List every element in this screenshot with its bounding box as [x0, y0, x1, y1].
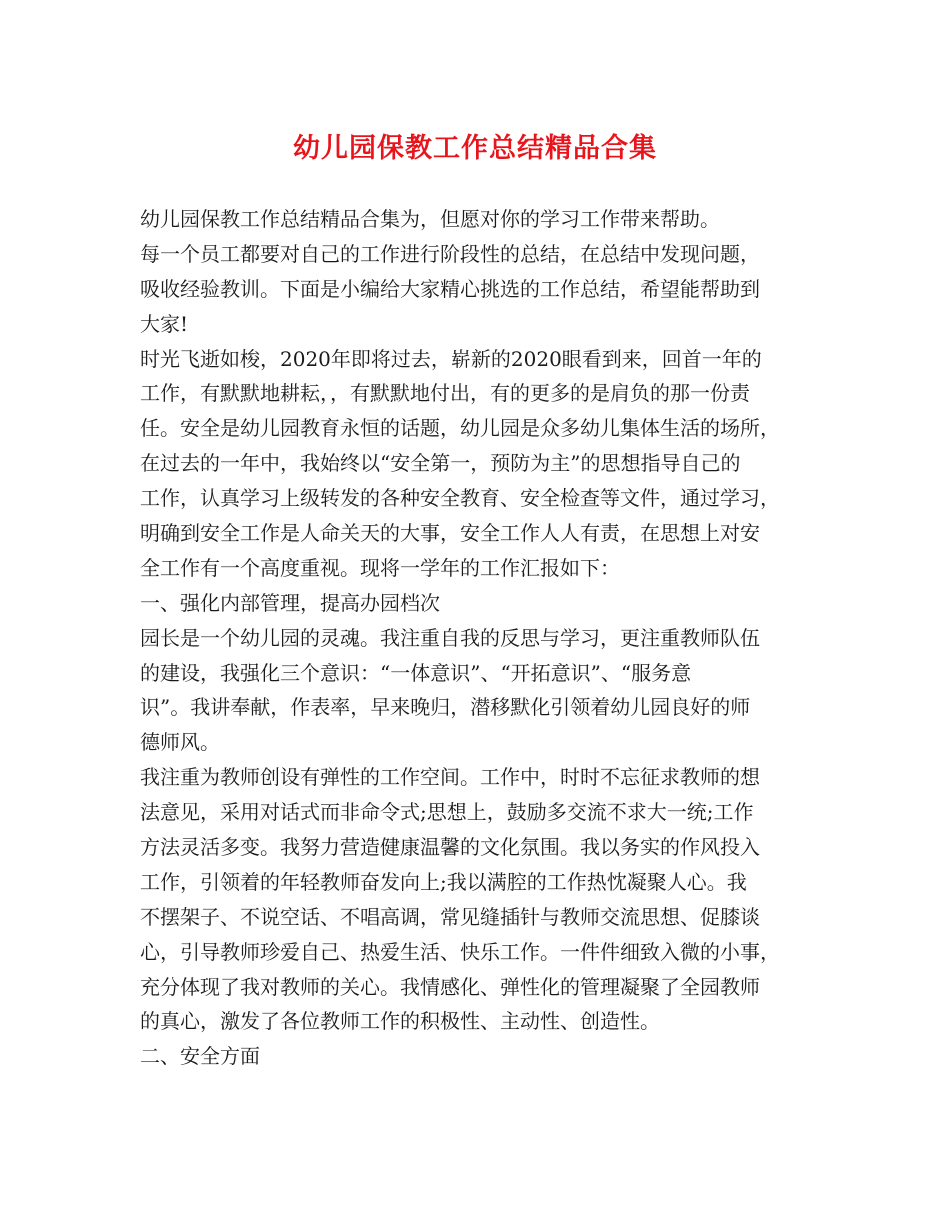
body-line: 方法灵活多变。我努力营造健康温馨的文化氛围。我以务实的作风投入	[140, 835, 760, 860]
body-line: 吸收经验教训。下面是小编给大家精心挑选的工作总结，希望能帮助到	[140, 276, 760, 301]
body-line: 法意见，采用对话式而非命令式;思想上，鼓励多交流不求大一统;工作	[140, 800, 754, 825]
body-line: 德师风。	[140, 730, 220, 755]
body-line: 识”。我讲奉献，作表率，早来晚归，潜移默化引领着幼儿园良好的师	[140, 695, 751, 720]
body-line: 明确到安全工作是人命关天的大事，安全工作人人有责，在思想上对安	[140, 521, 760, 546]
body-line: 幼儿园保教工作总结精品合集为，但愿对你的学习工作带来帮助。	[140, 207, 720, 231]
body-line: 大家!	[140, 311, 189, 336]
body-line: 充分体现了我对教师的关心。我情感化、弹性化的管理凝聚了全园教师	[140, 974, 760, 999]
body-line: 每一个员工都要对自己的工作进行阶段性的总结，在总结中发现问题，	[140, 241, 760, 266]
body-line: 工作，认真学习上级转发的各种安全教育、安全检查等文件，通过学习，	[140, 486, 780, 511]
body-line: 的真心，激发了各位教师工作的积极性、主动性、创造性。	[140, 1009, 660, 1034]
body-line: 任。安全是幼儿园教育永恒的话题，幼儿园是众多幼儿集体生活的场所，	[140, 416, 780, 441]
body-line: 工作，有默默地耕耘，，有默默地付出，有的更多的是肩负的那一份责	[140, 381, 750, 406]
body-line: 工作，引领着的年轻教师奋发向上;我以满腔的工作热忱凝聚人心。我	[140, 869, 747, 894]
body-line: 不摆架子、不说空话、不唱高调，常见缝插针与教师交流思想、促膝谈	[140, 904, 760, 929]
section-heading-1: 一、强化内部管理，提高办园档次	[140, 590, 440, 615]
body-line: 我注重为教师创设有弹性的工作空间。工作中，时时不忘征求教师的想	[140, 765, 760, 790]
body-line: 在过去的一年中，我始终以“安全第一，预防为主”的思想指导自己的	[140, 451, 741, 476]
document-body	[140, 202, 826, 1074]
section-heading-2: 二、安全方面	[140, 1044, 260, 1069]
body-line: 时光飞逝如梭，2020年即将过去，崭新的2020眼看到来，回首一年的	[140, 346, 762, 371]
body-line: 心，引导教师珍爱自己、热爱生活、快乐工作。一件件细致入微的小事，	[140, 939, 780, 964]
body-line: 的建设，我强化三个意识：“一体意识”、“开拓意识”、“服务意	[140, 660, 692, 685]
document-title: 幼儿园保教工作总结精品合集	[293, 133, 657, 164]
body-line: 全工作有一个高度重视。现将一学年的工作汇报如下：	[140, 555, 620, 580]
body-line: 园长是一个幼儿园的灵魂。我注重自我的反思与学习，更注重教师队伍	[140, 625, 760, 650]
